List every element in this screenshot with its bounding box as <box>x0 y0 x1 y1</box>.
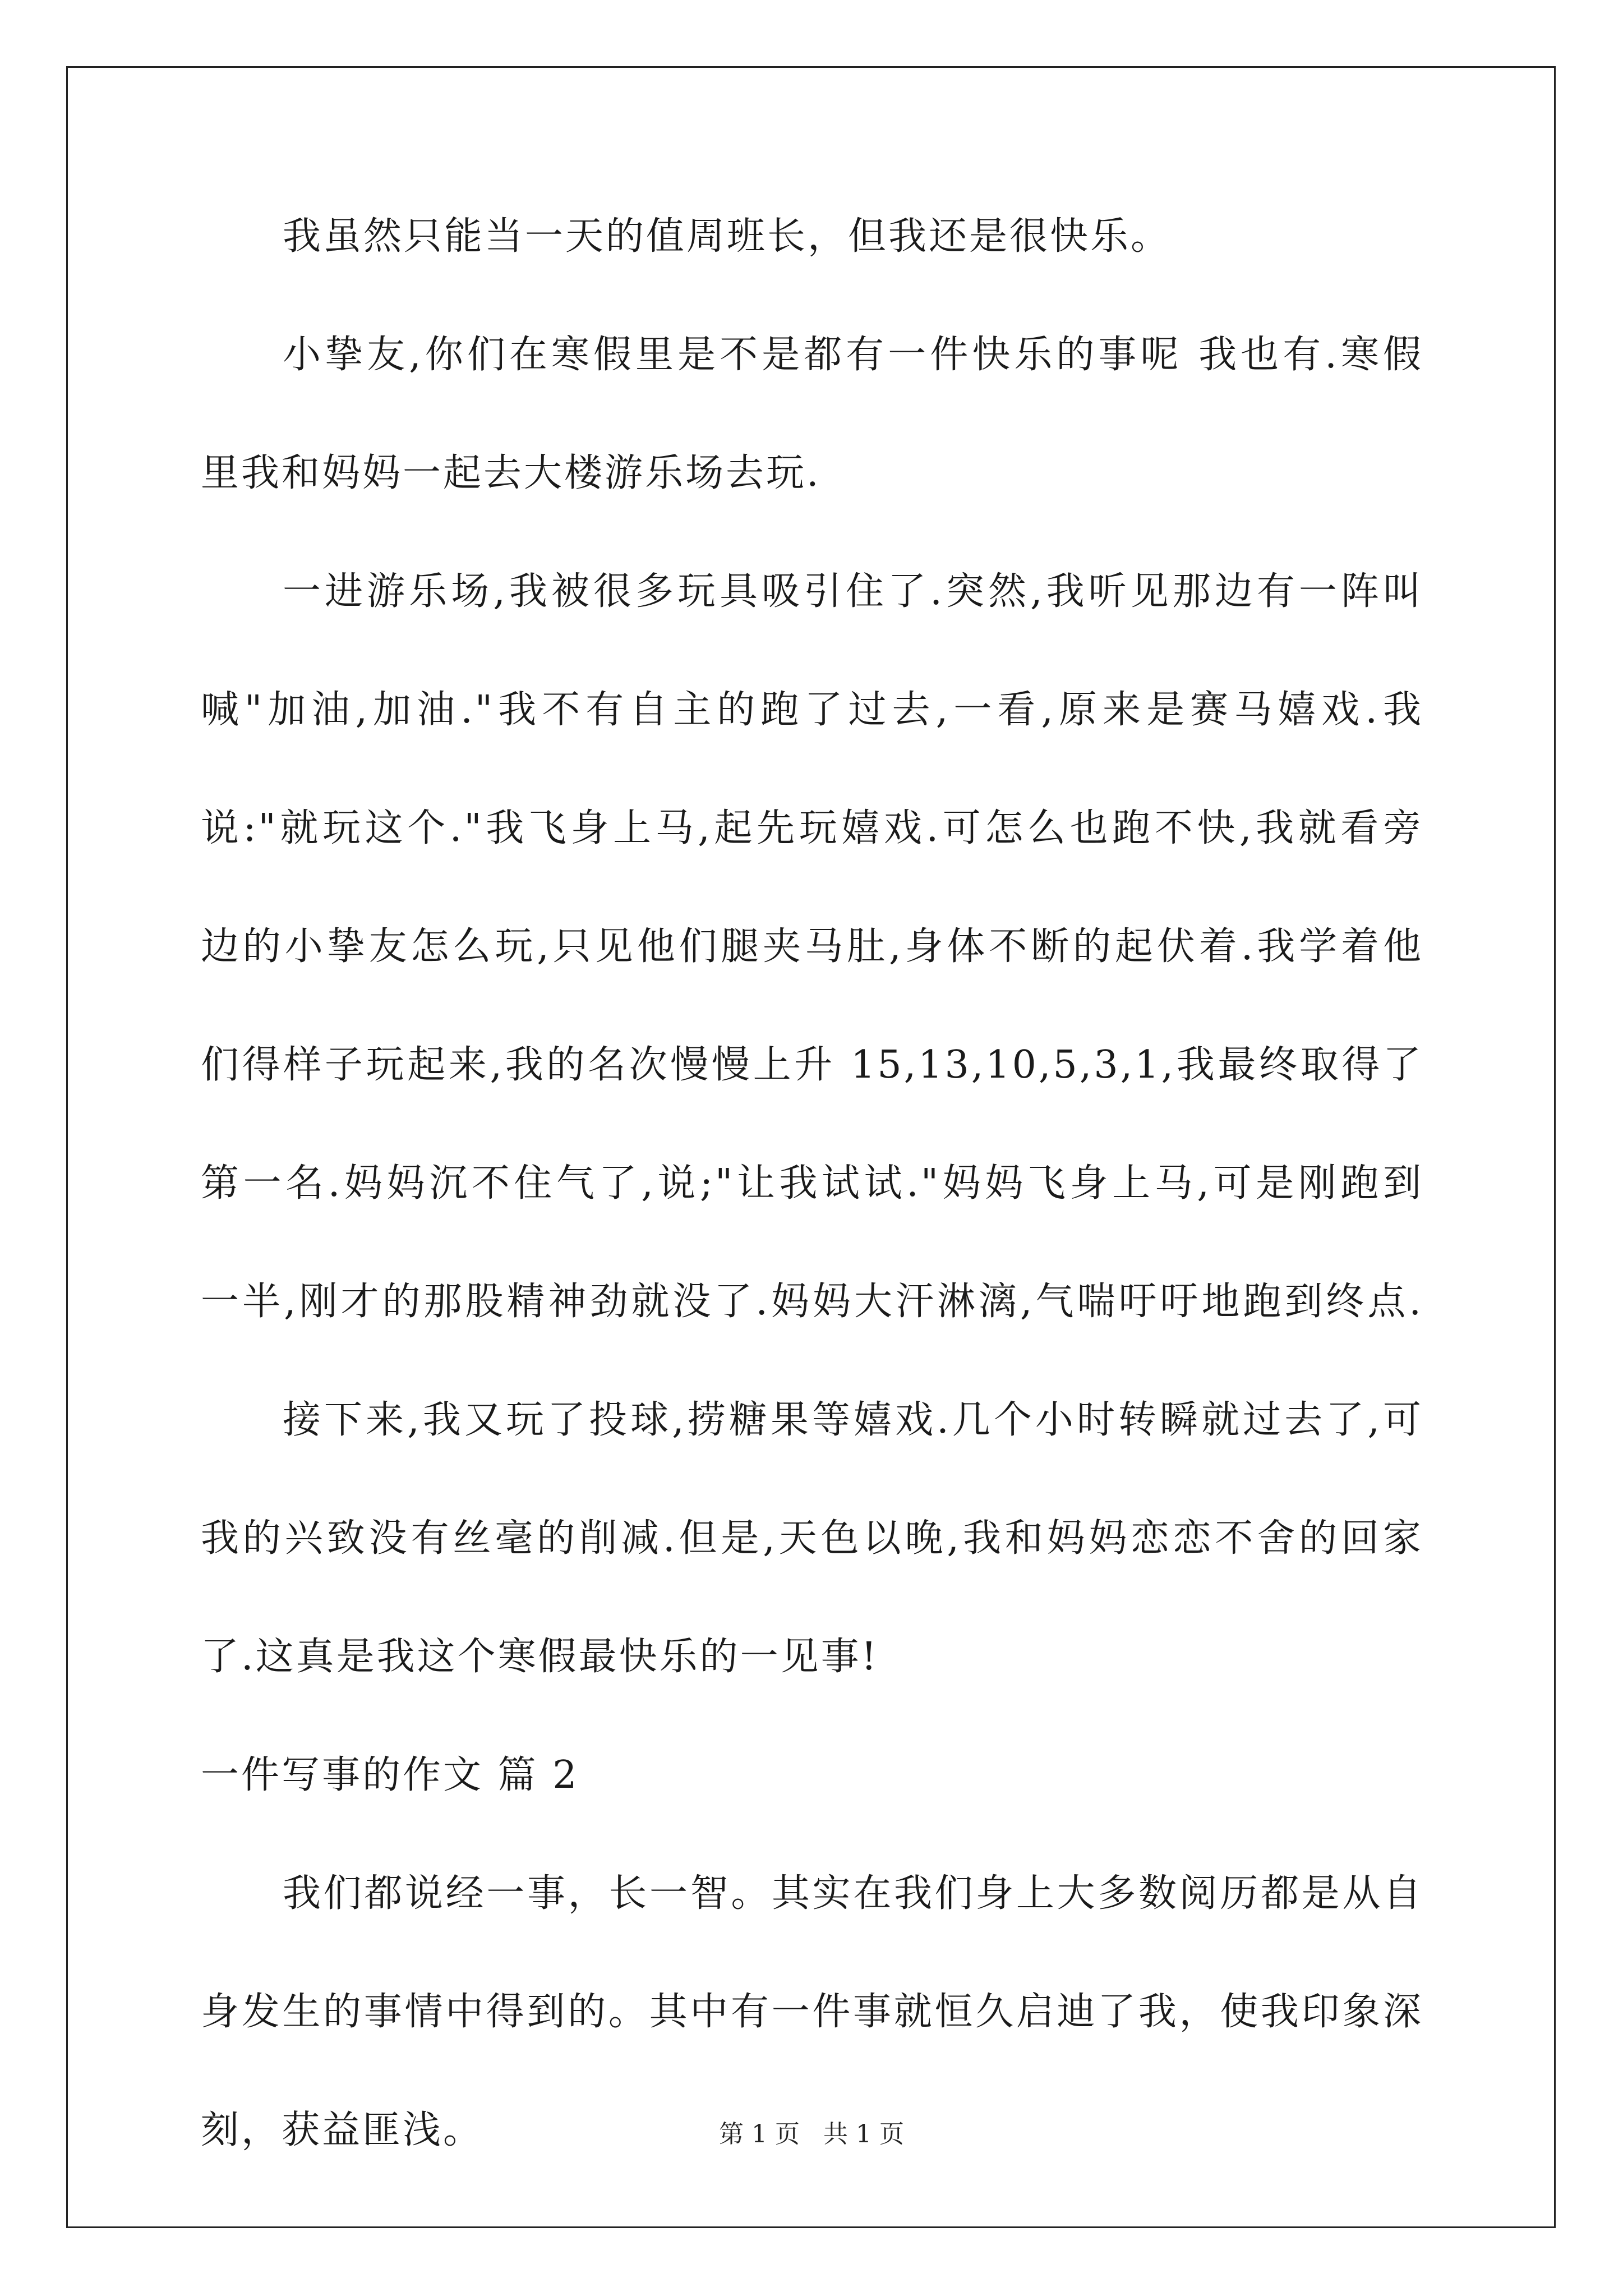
page-footer <box>0 2118 1623 2151</box>
paragraph-line: 我们都说经一事，长一智。其实在我们身上大多数阅历都是从自 <box>283 1871 1423 1916</box>
paragraph-line: 一半,刚才的那股精神劲就没了.妈妈大汗淋漓,气喘吁吁地跑到终点. <box>201 1280 1423 1324</box>
paragraph-line: 了.这真是我这个寒假最快乐的一见事! <box>201 1635 879 1679</box>
paragraph-line: 里我和妈妈一起去大楼游乐场去玩. <box>201 451 821 495</box>
paragraph-line: 小挚友,你们在寒假里是不是都有一件快乐的事呢 我也有.寒假 <box>283 333 1423 377</box>
paragraph-line: 们得样子玩起来,我的名次慢慢上升 15,13,10,5,3,1,我最终取得了 <box>201 1043 1423 1087</box>
document-body <box>201 209 1423 2221</box>
paragraph-line: 刻，获益匪浅。 <box>201 2108 484 2152</box>
section-heading: 一件写事的作文 篇 2 <box>201 1753 579 1797</box>
paragraph-line: 一进游乐场,我被很多玩具吸引住了.突然,我听见那边有一阵叫 <box>283 569 1423 614</box>
page-total: 共 1 页 <box>823 2120 904 2148</box>
paragraph-line: 身发生的事情中得到的。其中有一件事就恒久启迪了我，使我印象深 <box>201 1990 1423 2034</box>
paragraph-line: 说:"就玩这个."我飞身上马,起先玩嬉戏.可怎么也跑不快,我就看旁 <box>201 806 1423 850</box>
paragraph-line: 喊"加油,加油."我不有自主的跑了过去,一看,原来是赛马嬉戏.我 <box>201 688 1423 732</box>
paragraph-line: 我的兴致没有丝毫的削减.但是,天色以晚,我和妈妈恋恋不舍的回家 <box>201 1516 1423 1561</box>
paragraph-line: 第一名.妈妈沉不住气了,说;"让我试试."妈妈飞身上马,可是刚跑到 <box>201 1161 1423 1205</box>
paragraph-line: 我虽然只能当一天的值周班长，但我还是很快乐。 <box>283 214 1172 259</box>
page-number: 第 1 页 <box>719 2120 800 2148</box>
paragraph-line: 边的小挚友怎么玩,只见他们腿夹马肚,身体不断的起伏着.我学着他 <box>201 924 1423 969</box>
paragraph-line: 接下来,我又玩了投球,捞糖果等嬉戏.几个小时转瞬就过去了,可 <box>283 1398 1423 1442</box>
